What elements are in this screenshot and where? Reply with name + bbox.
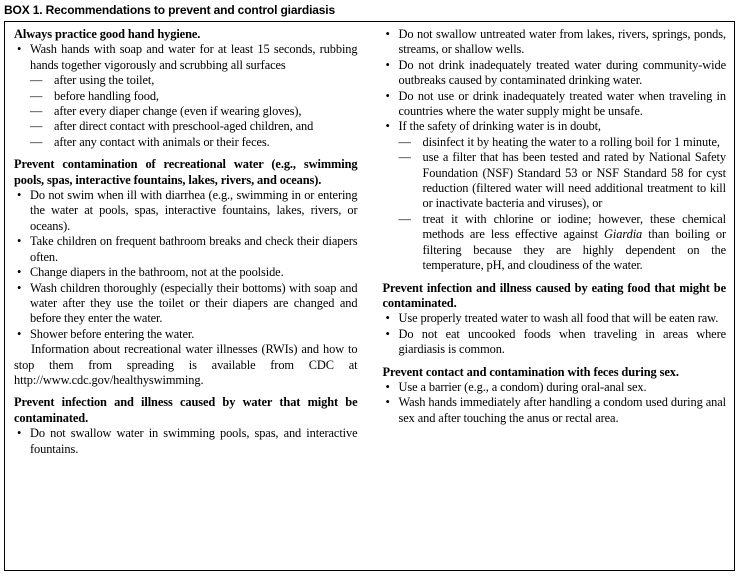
bullet-item (383, 119, 727, 134)
section-heading: Prevent contamination of recreational water (e.g., swimming pools, spas, interactive fountains, lakes, rivers, and oceans). (14, 157, 358, 187)
section-contaminated-water (14, 395, 358, 457)
bullet-marker: • (385, 326, 390, 341)
dash-item (14, 73, 358, 88)
left-column (14, 27, 358, 570)
dash-marker: — (398, 211, 411, 226)
bullet-item (383, 327, 727, 358)
bullet-text: If the safety of drinking water is in doubt, (398, 119, 601, 134)
bullet-item (383, 380, 727, 395)
bullet-item (383, 27, 727, 58)
cdc-url: http://www.cdc.gov/healthyswimming (14, 372, 201, 387)
bullet-text: Do not swallow water in swimming pools, spas, and interactive fountains. (30, 426, 358, 456)
bullet-text: Do not eat uncooked foods when traveling in areas where giardiasis is common. (398, 326, 726, 357)
bullet-text: Do not swallow untreated water from lakes, rivers, springs, ponds, streams, or shallow wells. (398, 27, 726, 57)
bullet-item (383, 89, 727, 120)
bullet-marker: • (385, 395, 390, 410)
bullet-marker: • (385, 119, 390, 134)
dash-text: after direct contact with preschool-aged children, and (54, 119, 314, 134)
section-heading: Prevent infection and illness caused by water that might be contaminated. (14, 395, 358, 425)
bullet-text: Do not use or drink inadequately treated water when traveling in countries where the water supply might be unsafe. (398, 88, 726, 119)
bullet-text: Change diapers in the bathroom, not at the poolside. (30, 265, 284, 280)
dash-item (383, 150, 727, 212)
right-column (383, 27, 727, 570)
section-contaminated-food (383, 281, 727, 358)
bullet-marker: • (17, 188, 22, 203)
bullet-item (14, 188, 358, 234)
dash-text: before handling food, (54, 88, 159, 103)
bullet-marker: • (385, 311, 390, 326)
section-heading: Always practice good hand hygiene. (14, 27, 201, 41)
bullet-text: Take children on frequent bathroom breaks and check their diapers often. (30, 234, 358, 264)
bullet-marker: • (17, 42, 22, 57)
bullet-text: Wash hands with soap and water for at least 15 seconds, rubbing hands together vigorously and scrubbing all surfaces (30, 42, 358, 72)
bullet-marker: • (385, 379, 390, 394)
dash-text: after every diaper change (even if wearing gloves), (54, 104, 302, 119)
bullet-text: Wash children thoroughly (especially their bottoms) with soap and water after they use the toilet or their diapers are changed and before they enter the water. (30, 280, 358, 326)
bullet-text: Do not swim when ill with diarrhea (e.g., swimming in or entering the water at pools, spas, interactive fountains, lakes, rivers, or oceans). (30, 188, 358, 233)
bullet-marker: • (385, 88, 390, 103)
dash-marker: — (30, 119, 43, 134)
bullet-item (14, 42, 358, 73)
bullet-marker: • (17, 326, 22, 341)
section-heading: Prevent infection and illness caused by eating food that might be contaminated. (382, 280, 726, 310)
section-feces-during-sex (383, 365, 727, 427)
box-title: BOX 1. Recommendations to prevent and control giardiasis (4, 3, 336, 17)
dash-text: after using the toilet, (54, 73, 155, 88)
bullet-item (14, 327, 358, 342)
dash-item (14, 119, 358, 134)
bullet-marker: • (385, 27, 390, 41)
bullet-text: Shower before entering the water. (30, 326, 195, 341)
bullet-marker: • (17, 280, 22, 295)
bullet-item (14, 265, 358, 280)
section-hand-hygiene (14, 27, 358, 150)
box-outline (4, 21, 735, 571)
bullet-item (14, 426, 358, 457)
dash-text: use a filter that has been tested and rated by National Safety Foundation (NSF) Standard 53 or NSF Standard 58 for cyst reduction (filtered water will need additional treatment to kill or inactivate bacteria and viruses), or (422, 150, 726, 211)
section-contaminated-water-continued (383, 27, 727, 274)
bullet-text: Use a barrier (e.g., a condom) during oral-anal sex. (398, 379, 647, 394)
dash-marker: — (398, 150, 411, 165)
dash-marker: — (30, 88, 43, 103)
bullet-text: Do not drink inadequately treated water during community-wide outbreaks caused by contaminated drinking water. (398, 57, 726, 88)
note-text: Information about recreational water illnesses (RWIs) and how to stop them from spreading is available from CDC at (14, 342, 358, 372)
bullet-text: Use properly treated water to wash all food that will be eaten raw. (398, 311, 719, 326)
dash-item (14, 89, 358, 104)
bullet-item (14, 281, 358, 327)
dash-text: treat it with chlorine or iodine; however, these chemical methods are less effective against (422, 211, 726, 242)
section-recreational-water (14, 157, 358, 388)
dash-item (14, 104, 358, 119)
dash-marker: — (30, 104, 43, 119)
bullet-text: Wash hands immediately after handling a condom used during anal sex and after touching the anus or rectal area. (398, 395, 726, 425)
dash-text: after any contact with animals or their feces. (54, 134, 270, 149)
bullet-item (383, 58, 727, 89)
dash-marker: — (30, 134, 43, 149)
rwi-info-note (14, 342, 358, 388)
bullet-item (383, 311, 727, 326)
bullet-marker: • (17, 265, 22, 280)
dash-text: disinfect it by heating the water to a rolling boil for 1 minute, (422, 134, 720, 149)
dash-marker: — (30, 73, 43, 88)
dash-item (383, 135, 727, 150)
bullet-marker: • (385, 57, 390, 72)
note-text: . (200, 372, 204, 387)
dash-text: than boiling or filtering because they are highly dependent on the temperature, pH, and cloudiness of the water. (422, 227, 726, 273)
giardia-italic-term: Giardia (604, 227, 643, 242)
bullet-marker: • (17, 426, 22, 441)
section-heading: Prevent contact and contamination with feces during sex. (382, 364, 679, 379)
bullet-item (14, 234, 358, 265)
bullet-item (383, 395, 727, 426)
bullet-marker: • (17, 234, 22, 249)
dash-marker: — (398, 134, 411, 149)
dash-item (383, 212, 727, 274)
dash-item (14, 135, 358, 150)
